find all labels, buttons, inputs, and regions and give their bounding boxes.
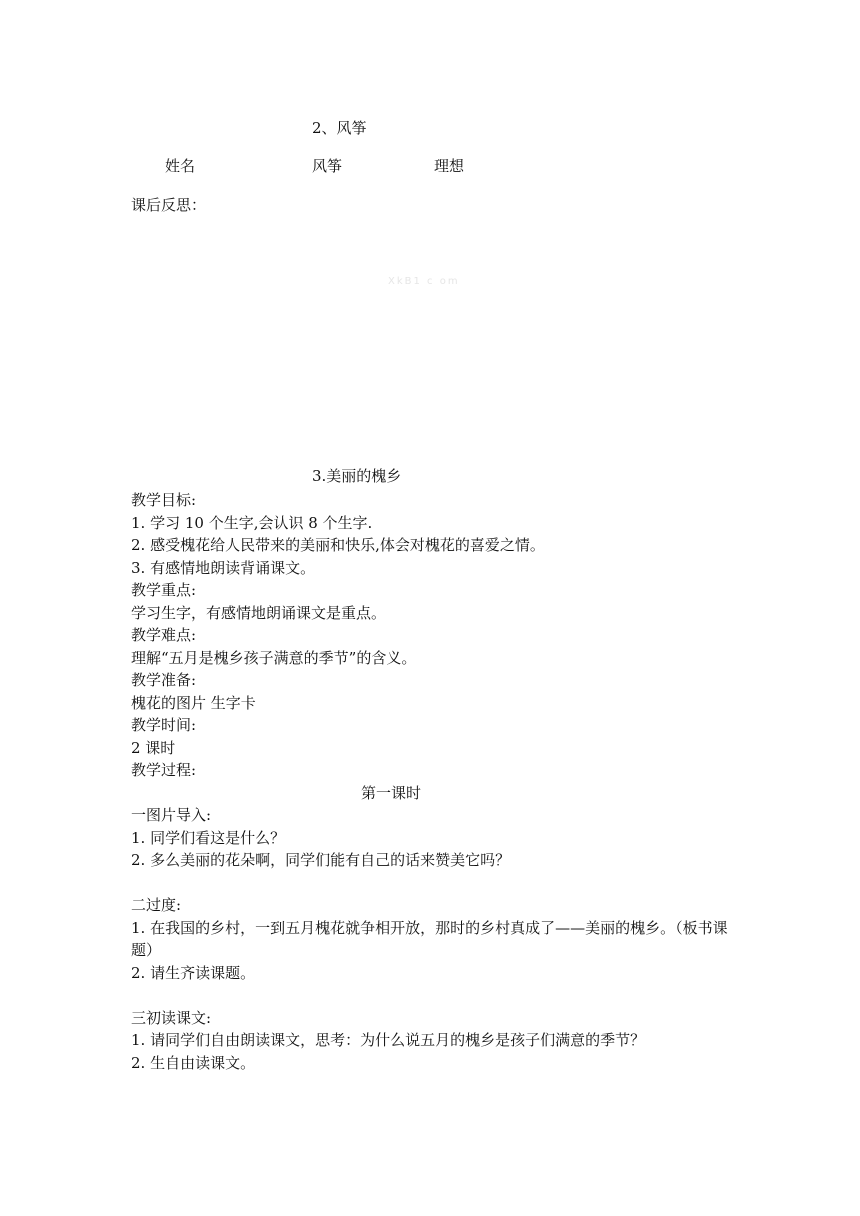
prep-label: 教学准备:: [131, 671, 197, 689]
part2-item: 1. 在我国的乡村，一到五月槐花就争相开放，那时的乡村真成了——美丽的槐乡。（板书课题）: [131, 918, 728, 959]
goal-item: 3. 有感情地朗读背诵课文。: [131, 558, 316, 577]
process-label: 教学过程:: [131, 761, 197, 779]
part1-item: 1. 同学们看这是什么？: [131, 828, 286, 847]
paragraph-gap: [131, 984, 741, 1007]
paragraph-gap: [131, 872, 741, 895]
goal-item: 2. 感受槐花给人民带来的美丽和快乐,体会对槐花的喜爱之情。: [131, 536, 545, 554]
part2-item: 2. 请生齐读课题。: [131, 963, 256, 982]
part1-item: 2. 多么美丽的花朵啊，同学们能有自己的话来赞美它吗？: [131, 851, 511, 869]
part3-item: 1. 请同学们自由朗读课文，思考：为什么说五月的槐乡是孩子们满意的季节？: [131, 1031, 646, 1049]
time-text: 2 课时: [131, 738, 176, 757]
prep-text: 槐花的图片 生字卡: [131, 693, 256, 712]
lesson-title: 3.美丽的槐乡: [312, 467, 402, 485]
part3-item: 2. 生自由读课文。: [131, 1053, 256, 1072]
key-text: 学习生字，有感情地朗诵课文是重点。: [131, 603, 387, 622]
time-label: 教学时间:: [131, 716, 197, 734]
watermark: XkB1 c om: [388, 276, 460, 287]
part2-label: 二过度:: [131, 896, 182, 914]
reflection-label: 课后反思：: [131, 196, 207, 214]
goals-label: 教学目标:: [131, 491, 197, 509]
column-label-name: 姓名: [165, 157, 196, 175]
period-title: 第一课时: [360, 783, 421, 802]
column-label-kite: 风筝: [312, 157, 343, 175]
part1-label: 一图片导入:: [131, 806, 212, 824]
kite-section-heading: 2、风筝: [312, 119, 367, 137]
difficulty-label: 教学难点:: [131, 626, 197, 644]
difficulty-text: 理解“五月是槐乡孩子满意的季节”的含义。: [131, 648, 417, 667]
part3-label: 三初读课文:: [131, 1008, 212, 1027]
goal-item: 1. 学习 10 个生字,会认识 8 个生字.: [131, 513, 373, 532]
key-label: 教学重点:: [131, 581, 197, 599]
column-label-ideal: 理想: [434, 157, 465, 175]
lesson-body: [131, 489, 741, 1074]
